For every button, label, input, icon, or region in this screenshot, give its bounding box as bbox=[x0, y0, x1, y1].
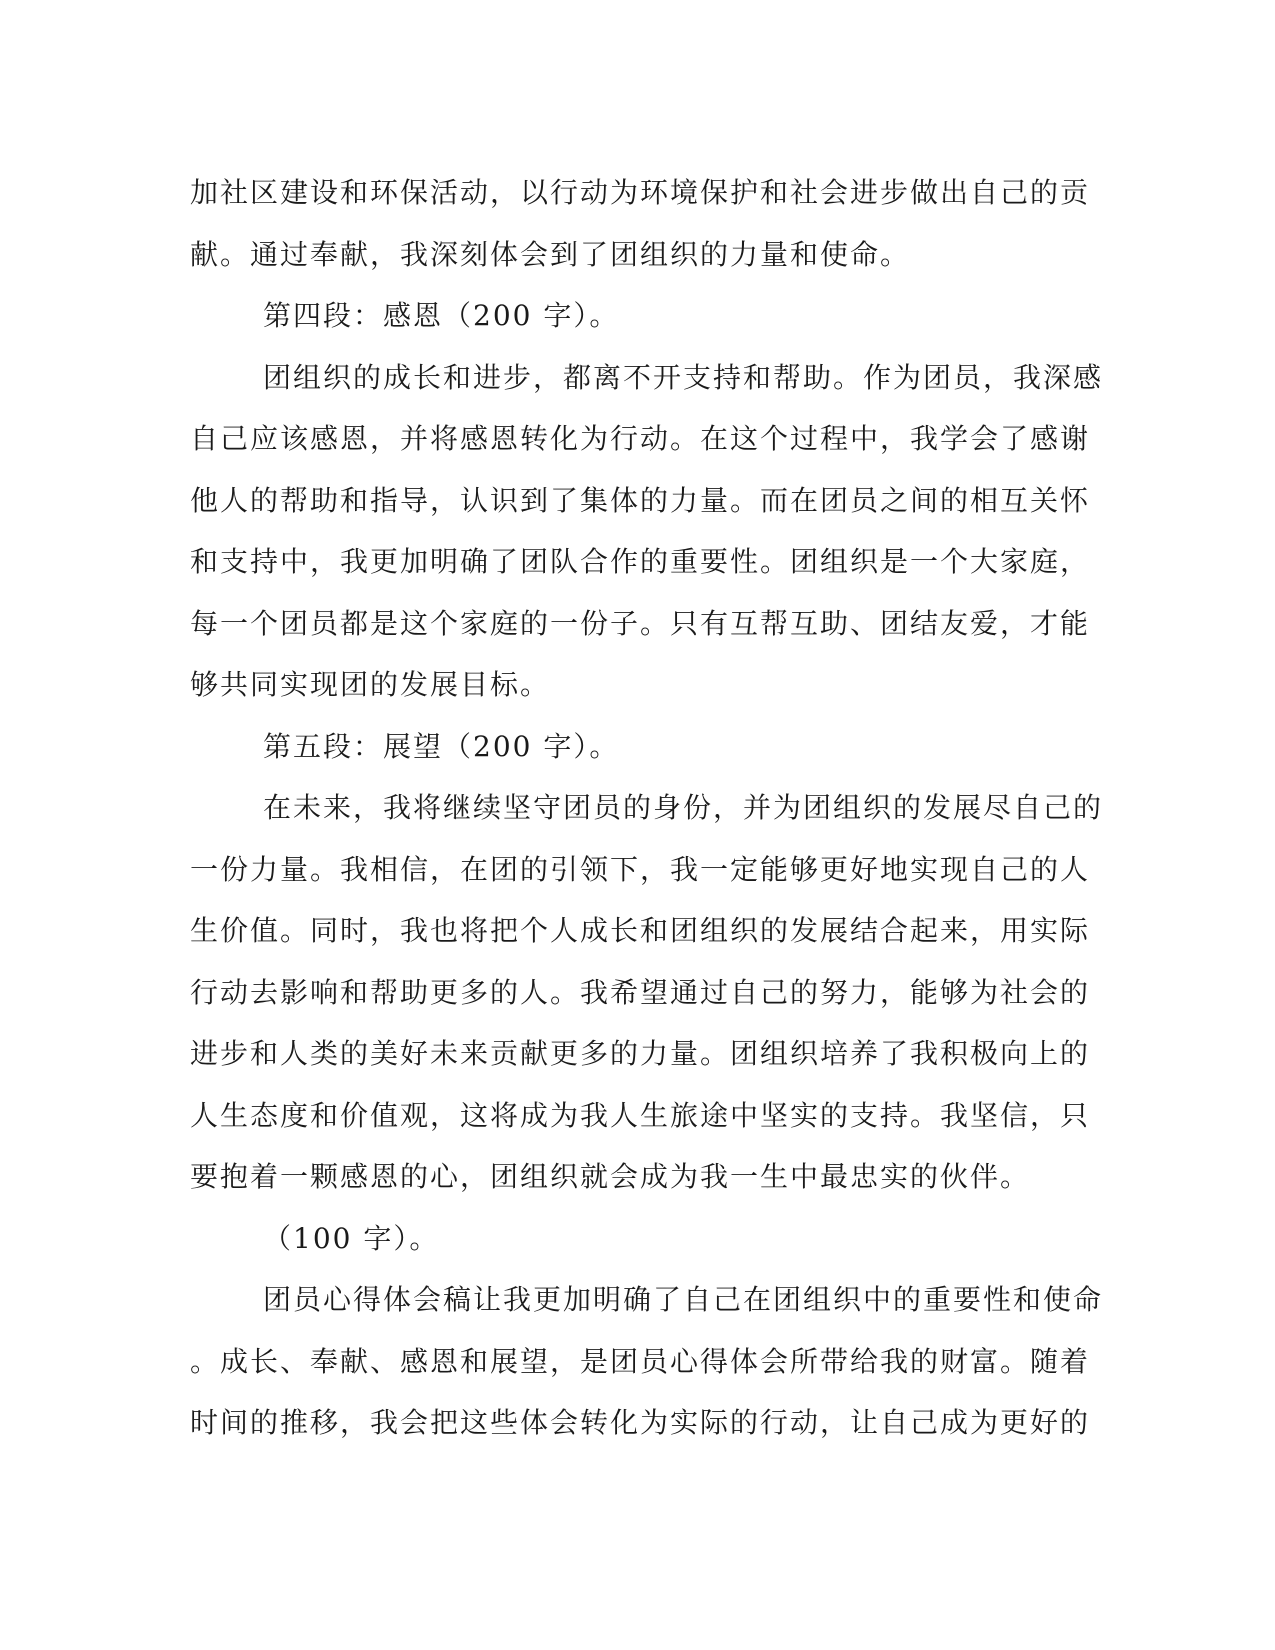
text-line: 要抱着一颗感恩的心，团组织就会成为我一生中最忠实的伙伴。 bbox=[190, 1160, 1031, 1193]
text-line: 进步和人类的美好未来贡献更多的力量。团组织培养了我积极向上的 bbox=[190, 1037, 1091, 1070]
text-line: 自己应该感恩，并将感恩转化为行动。在这个过程中，我学会了感谢 bbox=[190, 422, 1091, 455]
text-line: 他人的帮助和指导，认识到了集体的力量。而在团员之间的相互关怀 bbox=[190, 483, 1091, 517]
text-line: 。成长、奉献、感恩和展望，是团员心得体会所带给我的财富。随着 bbox=[190, 1344, 1091, 1378]
paragraph-start: 在未来，我将继续坚守团员的身份，并为团组织的发展尽自己的 bbox=[263, 791, 1104, 824]
document-body bbox=[190, 162, 1104, 1454]
text-line: 够共同实现团的发展目标。 bbox=[190, 668, 551, 701]
section-heading-4: 第四段：感恩（200 字）。 bbox=[263, 299, 620, 332]
text-line: 生价值。同时，我也将把个人成长和团组织的发展结合起来，用实际 bbox=[190, 914, 1091, 947]
section-heading-5: 第五段：展望（200 字）。 bbox=[263, 729, 620, 763]
section-heading-conclusion: （100 字）。 bbox=[263, 1221, 440, 1255]
text-line: 行动去影响和帮助更多的人。我希望通过自己的努力，能够为社会的 bbox=[190, 975, 1091, 1009]
text-line: 一份力量。我相信，在团的引领下，我一定能够更好地实现自己的人 bbox=[190, 852, 1091, 886]
text-line: 献。通过奉献，我深刻体会到了团组织的力量和使命。 bbox=[190, 237, 911, 271]
paragraph-start: 团组织的成长和进步，都离不开支持和帮助。作为团员，我深感 bbox=[263, 360, 1104, 394]
text-line: 每一个团员都是这个家庭的一份子。只有互帮互助、团结友爱，才能 bbox=[190, 606, 1091, 640]
text-line: 加社区建设和环保活动，以行动为环境保护和社会进步做出自己的贡 bbox=[190, 176, 1091, 209]
text-line: 时间的推移，我会把这些体会转化为实际的行动，让自己成为更好的 bbox=[190, 1406, 1091, 1439]
paragraph-start: 团员心得体会稿让我更加明确了自己在团组织中的重要性和使命 bbox=[263, 1283, 1104, 1316]
text-line: 和支持中，我更加明确了团队合作的重要性。团组织是一个大家庭， bbox=[190, 545, 1091, 578]
text-line: 人生态度和价值观，这将成为我人生旅途中坚实的支持。我坚信，只 bbox=[190, 1098, 1091, 1132]
